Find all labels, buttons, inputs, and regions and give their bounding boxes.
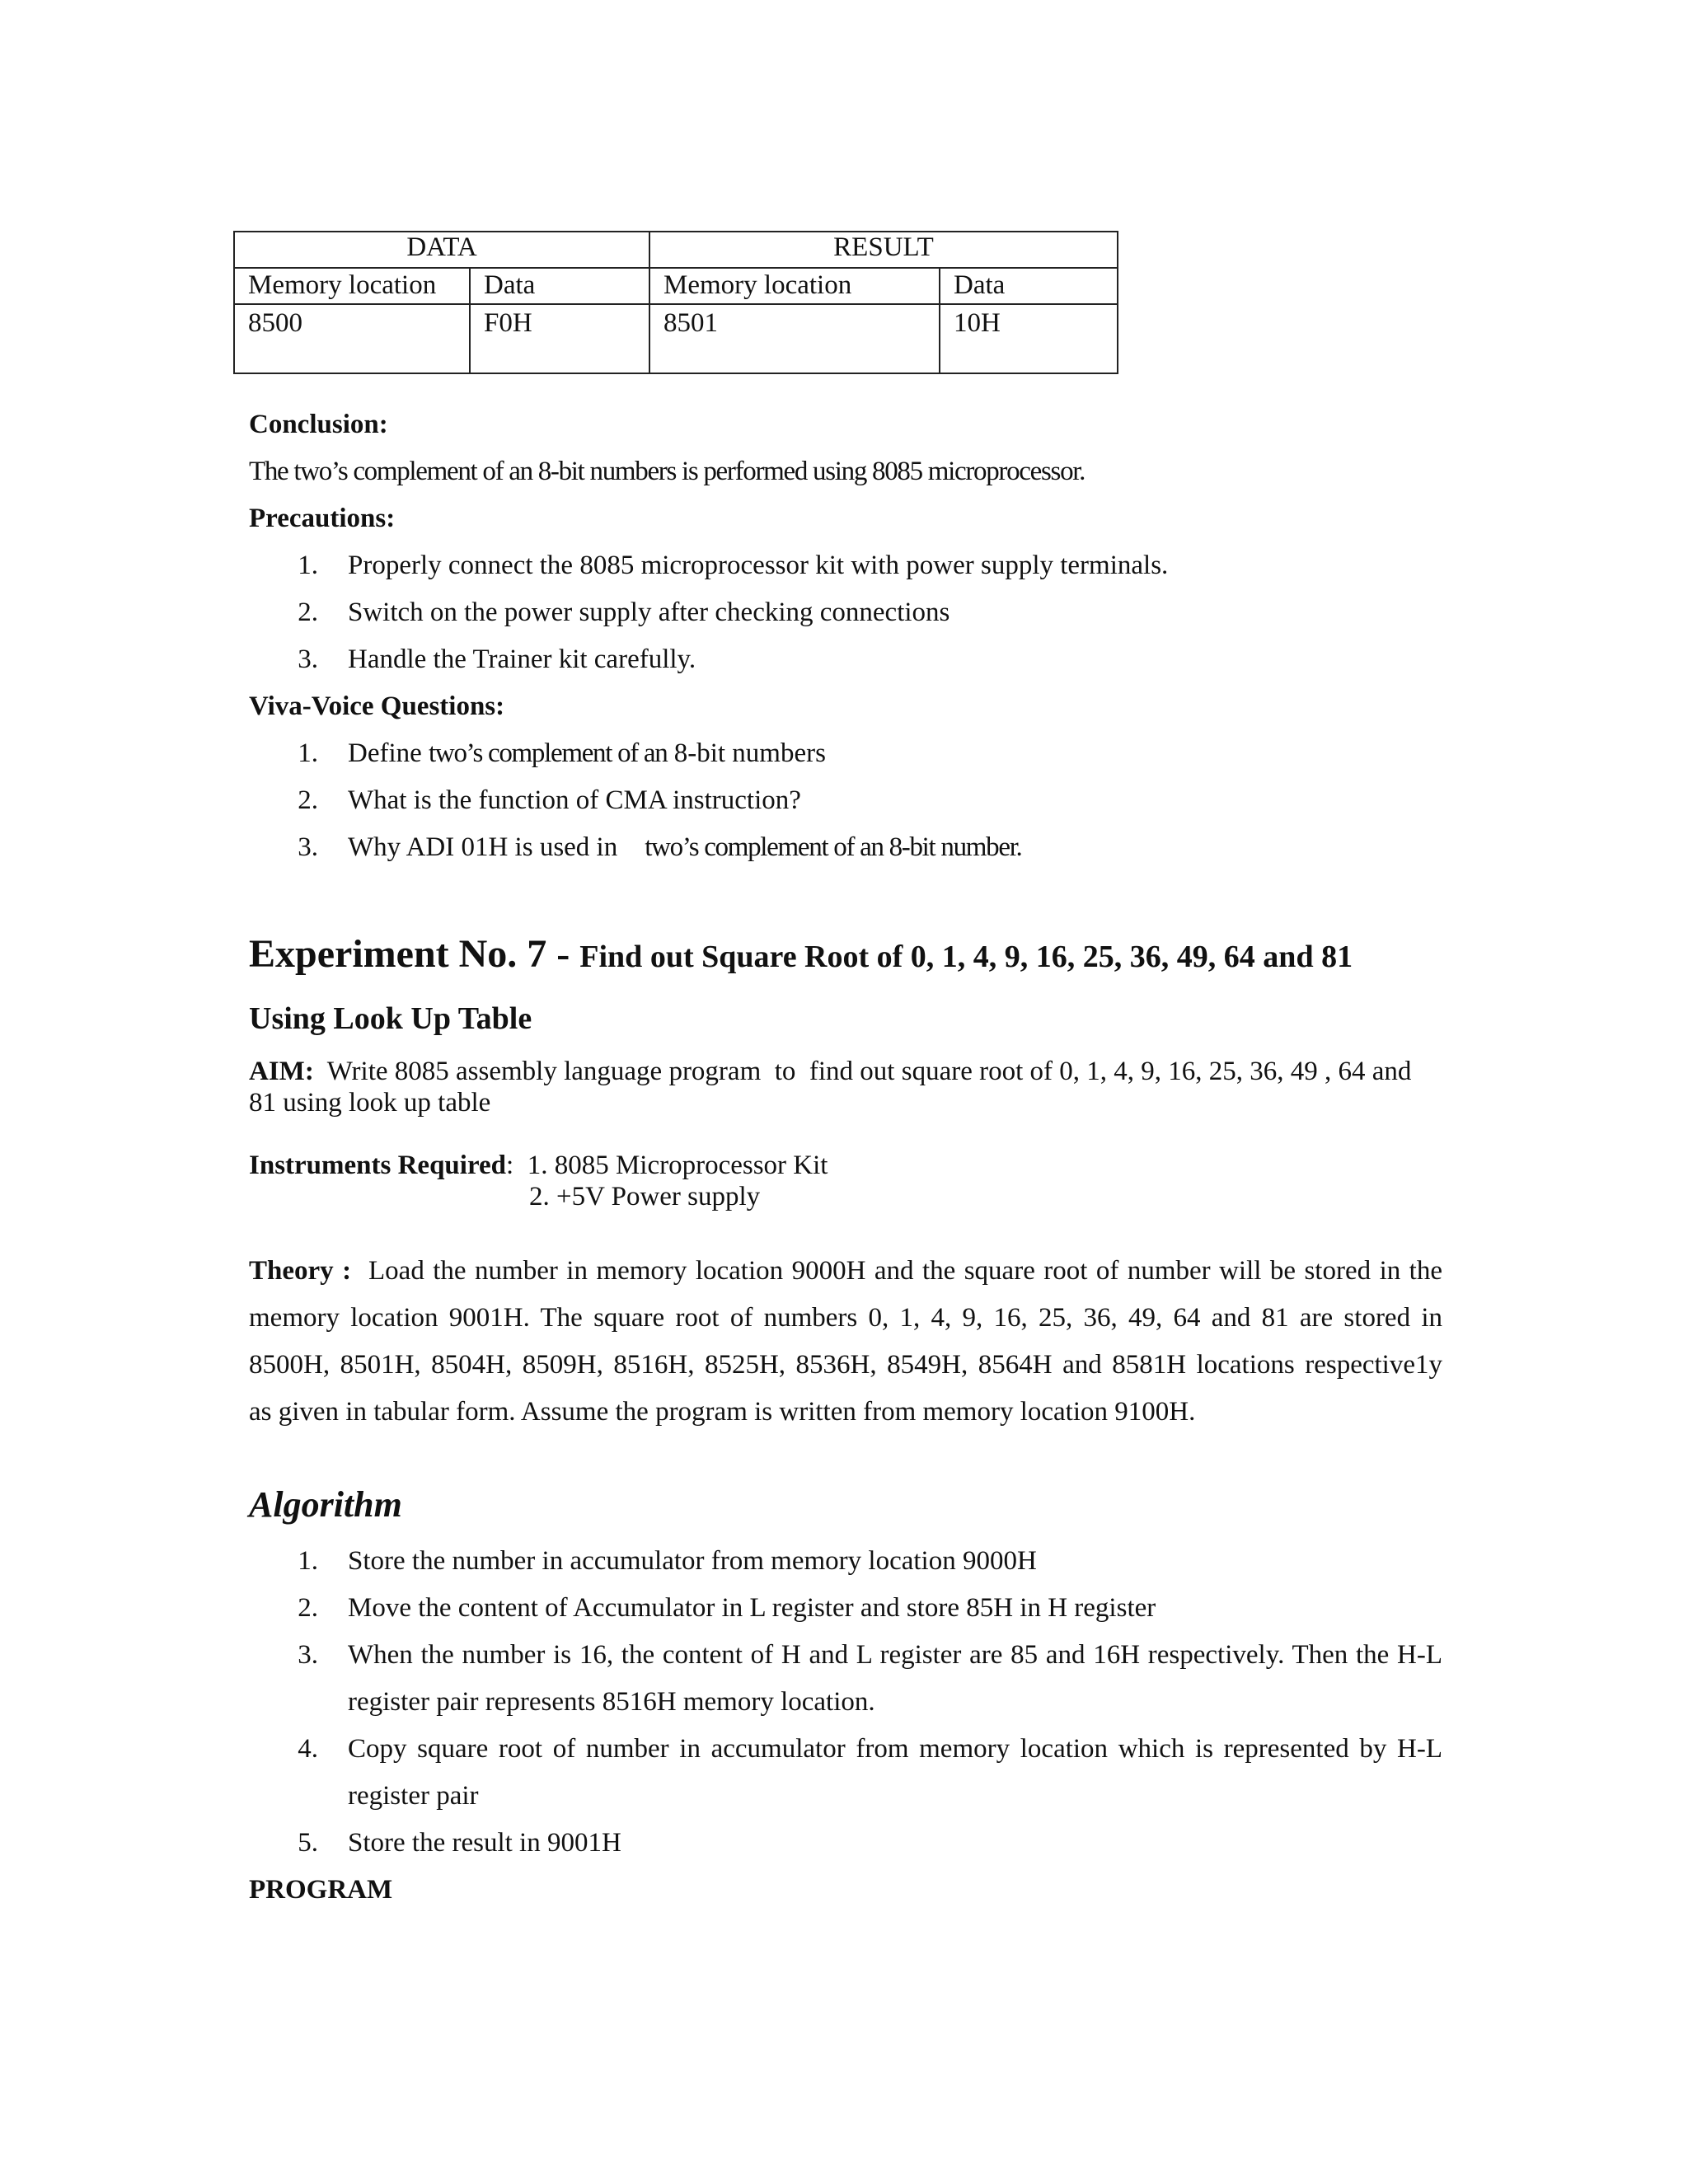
table-cell: 8500: [234, 304, 470, 373]
program-heading: PROGRAM: [249, 1875, 393, 1905]
algorithm-step: Store the result in 9001H: [348, 1828, 621, 1858]
precaution-item: Switch on the power supply after checking connections: [348, 598, 950, 627]
table-col-data: Data: [470, 268, 649, 304]
instruments-line: Instruments Required: 1. 8085 Microprocessor Kit: [249, 1151, 828, 1180]
precautions-heading: Precautions:: [249, 504, 396, 533]
table-cell: F0H: [470, 304, 649, 373]
table-cell: 10H: [940, 304, 1118, 373]
list-number: 2.: [298, 598, 318, 627]
list-number: 2.: [298, 785, 318, 815]
list-number: 3.: [298, 644, 318, 674]
experiment-title-line2: Using Look Up Table: [249, 1001, 532, 1036]
list-number: 3.: [298, 1640, 318, 1670]
viva-question: Define two’s complement of an 8-bit numbers: [348, 738, 826, 768]
viva-question: What is the function of CMA instruction?: [348, 785, 801, 815]
table-header-result: RESULT: [649, 232, 1118, 268]
algorithm-step: When the number is 16, the content of H and L register are 85 and 16H respectively. Then the H-L: [348, 1640, 1442, 1670]
list-number: 1.: [298, 738, 318, 768]
theory-line: 8500H, 8501H, 8504H, 8509H, 8516H, 8525H, 8536H, 8549H, 8564H and 8581H locations respective1y: [249, 1350, 1442, 1380]
table-header-data: DATA: [234, 232, 649, 268]
conclusion-text: The two’s complement of an 8-bit numbers is performed using 8085 microprocessor.: [249, 457, 1085, 486]
list-number: 1.: [298, 1546, 318, 1576]
algorithm-step-continued: register pair: [348, 1781, 479, 1811]
table-row: [234, 304, 1118, 373]
viva-question: Why ADI 01H is used in two’s complement of an 8-bit number.: [348, 832, 1022, 862]
theory-line: as given in tabular form. Assume the program is written from memory location 9100H.: [249, 1397, 1196, 1427]
list-number: 4.: [298, 1734, 318, 1764]
table-col-data: Data: [940, 268, 1118, 304]
precaution-item: Handle the Trainer kit carefully.: [348, 644, 696, 674]
conclusion-heading: Conclusion:: [249, 410, 388, 439]
table-subheader-row: [234, 268, 1118, 304]
theory-line: memory location 9001H. The square root of numbers 0, 1, 4, 9, 16, 25, 36, 49, 64 and 81 are stored in: [249, 1303, 1442, 1333]
list-number: 3.: [298, 832, 318, 862]
aim-line: AIM: Write 8085 assembly language program to find out square root of 0, 1, 4, 9, 16, 25, 36, 49 , 64 and: [249, 1057, 1412, 1086]
list-number: 2.: [298, 1593, 318, 1623]
table-col-memory-location: Memory location: [234, 268, 470, 304]
algorithm-step: Store the number in accumulator from memory location 9000H: [348, 1546, 1037, 1576]
data-result-table: [233, 231, 1118, 374]
list-number: 5.: [298, 1828, 318, 1858]
theory-line: Theory : Load the number in memory location 9000H and the square root of number will be stored in the: [249, 1256, 1442, 1286]
instrument-item: 2. +5V Power supply: [529, 1182, 761, 1212]
table-col-memory-location: Memory location: [649, 268, 940, 304]
algorithm-heading: Algorithm: [249, 1484, 402, 1525]
viva-heading: Viva-Voice Questions:: [249, 691, 505, 721]
algorithm-step: Move the content of Accumulator in L register and store 85H in H register: [348, 1593, 1156, 1623]
precaution-item: Properly connect the 8085 microprocessor kit with power supply terminals.: [348, 551, 1169, 580]
list-number: 1.: [298, 551, 318, 580]
experiment-title: Experiment No. 7 - Find out Square Root of 0, 1, 4, 9, 16, 25, 36, 49, 64 and 81: [249, 932, 1353, 976]
table-cell: 8501: [649, 304, 940, 373]
algorithm-step-continued: register pair represents 8516H memory location.: [348, 1687, 875, 1717]
aim-line: 81 using look up table: [249, 1088, 491, 1118]
table-header-row: [234, 232, 1118, 268]
algorithm-step: Copy square root of number in accumulator from memory location which is represented by H-L: [348, 1734, 1442, 1764]
